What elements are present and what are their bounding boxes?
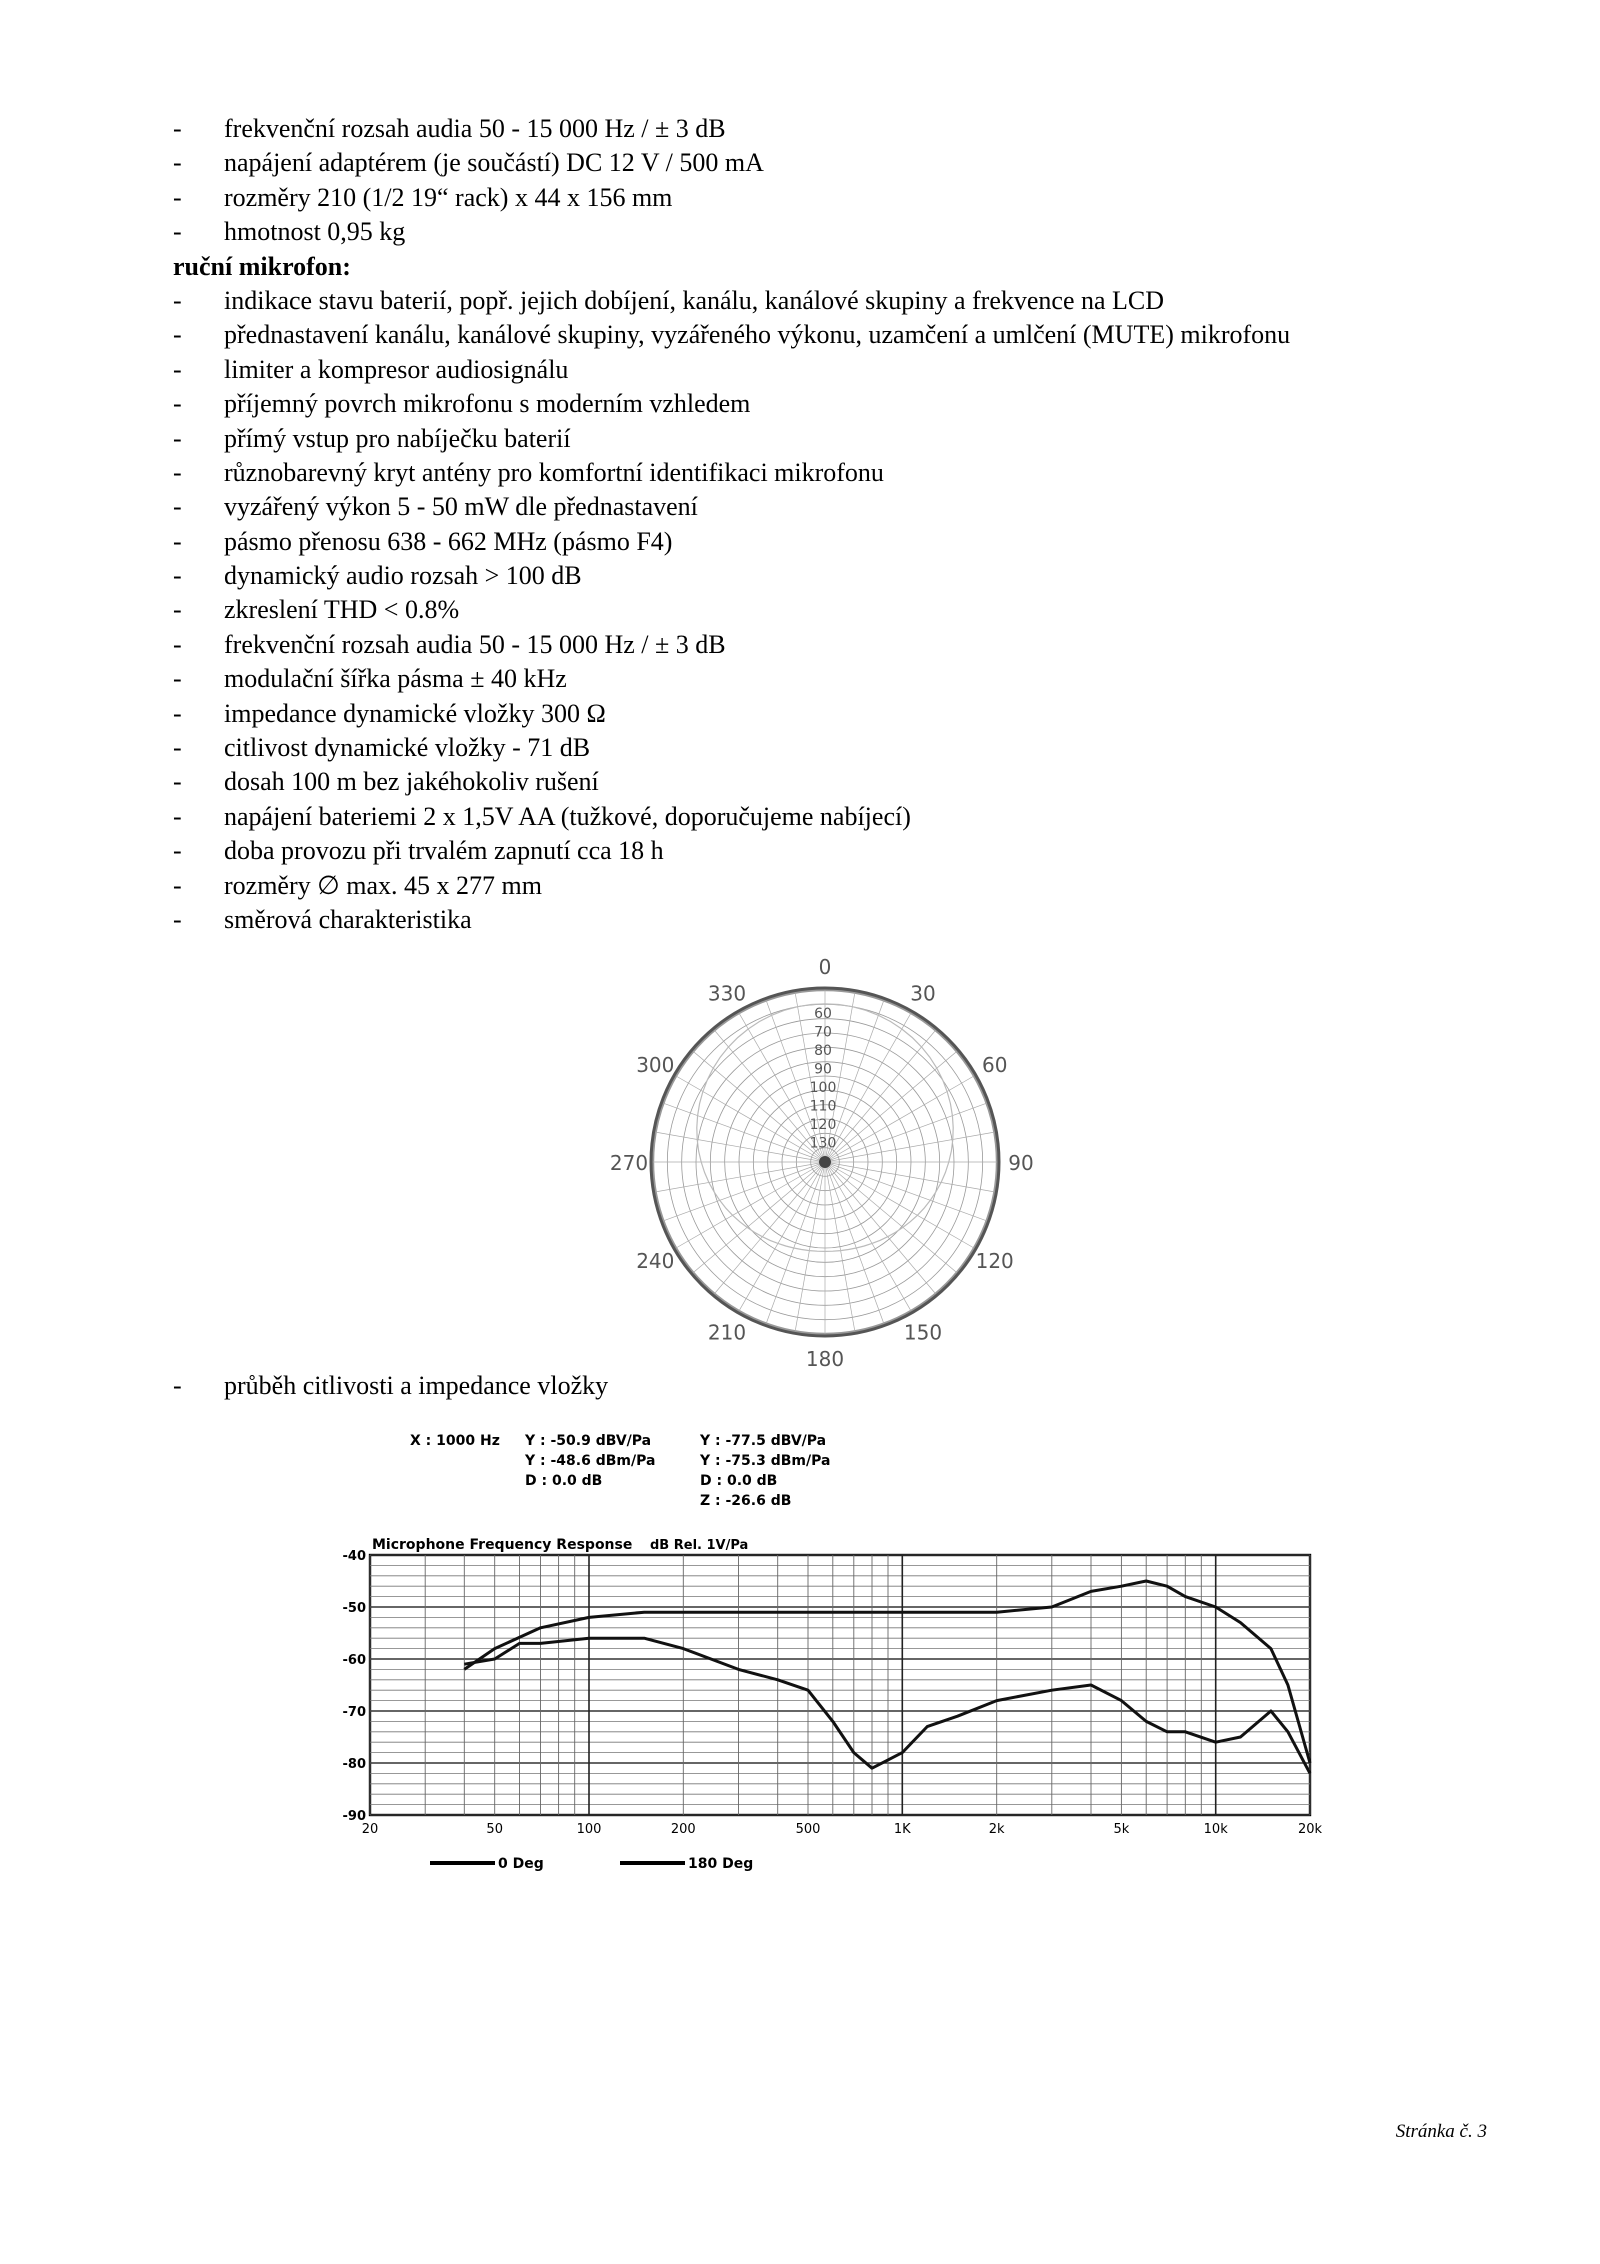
- spec-item-text: různobarevný kryt antény pro komfortní identifikaci mikrofonu: [224, 457, 884, 487]
- spec-item-text: napájení bateriemi 2 x 1,5V AA (tužkové, doporučujeme nabíjecí): [224, 801, 911, 831]
- spec-item-text: citlivost dynamické vložky - 71 dB: [224, 733, 591, 763]
- polar-angle-label: 150: [903, 1320, 943, 1345]
- bullet-dash: -: [173, 629, 182, 659]
- spec-item-text: napájení adaptérem (je součástí) DC 12 V / 500 mA: [224, 148, 764, 178]
- readout-frequency: X : 1000 Hz: [410, 1433, 500, 1449]
- bullet-dash: -: [173, 389, 182, 419]
- spec-item-text: vyzářený výkon 5 - 50 mW dle přednastavení: [224, 492, 698, 522]
- polar-ring-label: 130: [809, 1135, 837, 1152]
- polar-ring-label: 90: [814, 1061, 832, 1078]
- spec-list: [173, 112, 1493, 937]
- readout-left-line: Y : -48.6 dBm/Pa: [525, 1453, 656, 1469]
- polar-angle-label: 180: [805, 1347, 845, 1371]
- readout-right-line: Z : -26.6 dB: [700, 1493, 792, 1509]
- y-tick-label: -40: [342, 1549, 366, 1564]
- spec-item: [173, 353, 1493, 387]
- bullet-dash: -: [173, 148, 182, 178]
- legend-label: 180 Deg: [688, 1856, 754, 1872]
- page-number: Stránka č. 3: [1395, 2121, 1487, 2142]
- section-heading: [173, 250, 1493, 284]
- bullet-dash: -: [173, 320, 182, 350]
- spec-item: [173, 869, 1493, 903]
- spec-item-text: zkreslení THD < 0.8%: [224, 595, 460, 625]
- spec-item: [173, 697, 1493, 731]
- bullet-dash: -: [173, 285, 182, 315]
- y-tick-label: -50: [342, 1601, 366, 1616]
- spec-item-text: přímý vstup pro nabíječku baterií: [224, 423, 571, 453]
- bullet-dash: -: [173, 217, 182, 247]
- polar-ring-label: 60: [814, 1006, 832, 1022]
- x-tick-label: 20: [361, 1822, 379, 1837]
- x-tick-label: 100: [576, 1822, 602, 1837]
- polar-ring-label: 70: [814, 1024, 832, 1041]
- spec-item: [173, 765, 1493, 799]
- polar-angle-label: 240: [636, 1249, 675, 1273]
- polar-angle-label: 120: [975, 1249, 1014, 1273]
- x-tick-label: 2k: [988, 1822, 1005, 1837]
- spec-item: [173, 662, 1493, 696]
- legend-label: 0 Deg: [498, 1856, 544, 1872]
- spec-item: [173, 800, 1493, 834]
- spec-item: [173, 559, 1493, 593]
- spec-item: [173, 593, 1493, 627]
- polar-angle-label: 300: [636, 1053, 675, 1077]
- polar-angle-label: 60: [981, 1053, 1008, 1077]
- bullet-dash: -: [173, 114, 182, 143]
- polar-angle-label: 330: [707, 981, 747, 1006]
- spec-item-text: hmotnost 0,95 kg: [224, 217, 406, 247]
- bullet-dash: -: [173, 904, 182, 934]
- spec-item: [173, 456, 1493, 490]
- polar-ring-label: 100: [809, 1080, 837, 1096]
- bullet-dash: -: [173, 423, 182, 453]
- bullet-dash: -: [173, 457, 182, 487]
- polar-ring-label: 120: [809, 1117, 837, 1133]
- polar-angle-label: 90: [1008, 1151, 1034, 1175]
- polar-angle-label: 30: [910, 981, 936, 1006]
- spec-item-text: indikace stavu baterií, popř. jejich dobíjení, kanálu, kanálové skupiny a frekvence na LCD: [224, 285, 1165, 315]
- bullet-dash: -: [173, 182, 182, 212]
- polar-angle-label: 0: [818, 955, 832, 979]
- chart-grid: [370, 1555, 1310, 1815]
- bullet-dash: -: [173, 595, 182, 625]
- x-tick-label: 50: [486, 1822, 503, 1837]
- readout-left-line: D : 0.0 dB: [525, 1473, 603, 1489]
- bullet-dash: -: [173, 492, 182, 522]
- spec-item-text: dynamický audio rozsah > 100 dB: [224, 561, 582, 591]
- polar-center: [819, 1156, 831, 1168]
- spec-item-text: modulační šířka pásma ± 40 kHz: [224, 664, 567, 694]
- caption-text: průběh citlivosti a impedance vložky: [224, 1371, 609, 1400]
- spec-item: [173, 731, 1493, 765]
- spec-item: [173, 490, 1493, 524]
- readout-right-line: D : 0.0 dB: [700, 1473, 778, 1489]
- spec-item: [173, 318, 1493, 352]
- polar-angle-label: 270: [609, 1151, 649, 1175]
- bullet-dash: -: [173, 1371, 182, 1400]
- bullet-dash: -: [173, 354, 182, 384]
- x-tick-label: 20k: [1297, 1822, 1323, 1837]
- spec-item-text: pásmo přenosu 638 - 662 MHz (pásmo F4): [224, 526, 673, 556]
- bullet-dash: -: [173, 870, 182, 900]
- y-tick-label: -70: [342, 1705, 366, 1720]
- chart-subtitle: dB Rel. 1V/Pa: [650, 1538, 749, 1553]
- x-tick-label: 5k: [1113, 1822, 1130, 1837]
- spec-item-text: ruční mikrofon:: [173, 251, 351, 281]
- spec-item: [173, 422, 1493, 456]
- spec-item: [173, 834, 1493, 868]
- y-tick-label: -80: [342, 1757, 366, 1772]
- x-tick-label: 10k: [1203, 1822, 1228, 1837]
- chart-title: Microphone Frequency Response: [372, 1537, 633, 1553]
- readout-left-line: Y : -50.9 dBV/Pa: [525, 1433, 652, 1449]
- spec-item-text: frekvenční rozsah audia 50 - 15 000 Hz / ± 3 dB: [224, 114, 726, 143]
- spec-item-text: dosah 100 m bez jakéhokoliv rušení: [224, 767, 599, 797]
- polar-ring-label: 80: [814, 1043, 832, 1059]
- spec-item: [173, 112, 1493, 146]
- spec-item: [173, 628, 1493, 662]
- x-tick-label: 200: [670, 1822, 696, 1837]
- spec-item-text: přednastavení kanálu, kanálové skupiny, vyzářeného výkonu, uzamčení a umlčení (MUTE) mikrofonu: [224, 320, 1291, 350]
- y-tick-label: -60: [342, 1653, 366, 1668]
- bullet-dash: -: [173, 767, 182, 797]
- plot-frame: [370, 1555, 1310, 1815]
- measurement-readout: [410, 1433, 830, 1509]
- spec-item-text: impedance dynamické vložky 300 Ω: [224, 698, 606, 728]
- spec-item: [173, 181, 1493, 215]
- bullet-dash: -: [173, 733, 182, 763]
- spec-item-text: směrová charakteristika: [224, 904, 472, 934]
- spec-item: [173, 146, 1493, 180]
- readout-right-line: Y : -75.3 dBm/Pa: [700, 1453, 831, 1469]
- bullet-dash: -: [173, 526, 182, 556]
- spec-item-text: rozměry ∅ max. 45 x 277 mm: [224, 870, 542, 900]
- readout-right-line: Y : -77.5 dBV/Pa: [700, 1433, 827, 1449]
- bullet-dash: -: [173, 664, 182, 694]
- y-tick-label: -90: [342, 1809, 366, 1824]
- spec-item-text: příjemný povrch mikrofonu s moderním vzhledem: [224, 389, 751, 419]
- spec-item: [173, 387, 1493, 421]
- spec-item: [173, 903, 1493, 937]
- frequency-response-chart: [330, 1425, 1330, 1925]
- series-line-0-deg: [464, 1581, 1310, 1763]
- chart-legend: [430, 1856, 753, 1872]
- spec-item-text: rozměry 210 (1/2 19“ rack) x 44 x 156 mm: [224, 182, 673, 212]
- bullet-dash: -: [173, 836, 182, 866]
- spec-item: [173, 215, 1493, 249]
- spec-item: [173, 525, 1493, 559]
- bullet-dash: -: [173, 698, 182, 728]
- polar-angle-label: 210: [707, 1320, 747, 1345]
- polar-ring-label: 110: [809, 1098, 837, 1115]
- spec-item: [173, 284, 1493, 318]
- bullet-dash: -: [173, 561, 182, 591]
- x-tick-label: 500: [795, 1822, 821, 1837]
- spec-item-text: doba provozu při trvalém zapnutí cca 18 h: [224, 836, 664, 866]
- spec-item-text: frekvenční rozsah audia 50 - 15 000 Hz / ± 3 dB: [224, 629, 726, 659]
- spec-item-text: limiter a kompresor audiosignálu: [224, 354, 569, 384]
- bullet-dash: -: [173, 801, 182, 831]
- polar-directivity-chart: [575, 945, 1075, 1375]
- x-tick-label: 1K: [893, 1822, 911, 1837]
